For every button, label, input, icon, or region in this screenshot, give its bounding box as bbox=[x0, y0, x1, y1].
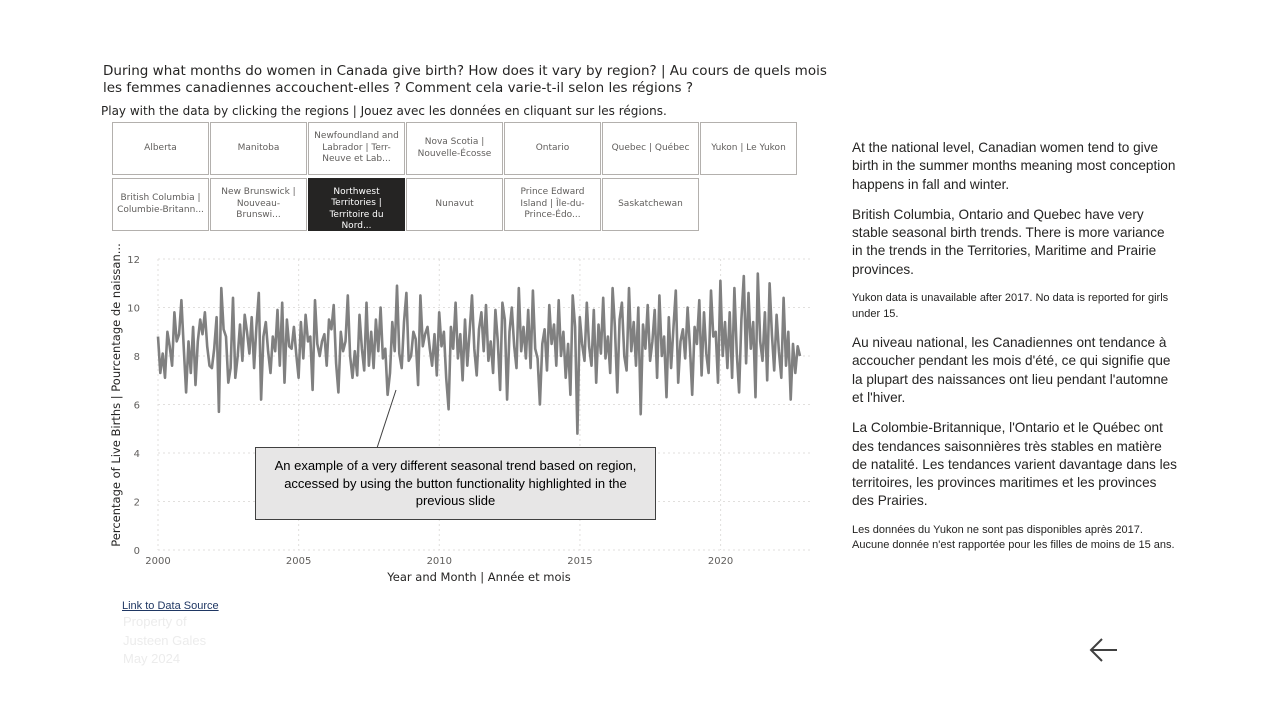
commentary-paragraph: At the national level, Canadian women tend to give birth in the summer months meaning most conception happens in fall and winter. bbox=[852, 140, 1176, 192]
commentary-note: Yukon data is unavailable after 2017. No data is reported for girls under 15. bbox=[852, 292, 1169, 320]
data-source-link[interactable]: Link to Data Source bbox=[122, 600, 219, 612]
annotation-callout bbox=[255, 447, 656, 520]
slicer-button-nunavut[interactable] bbox=[406, 178, 503, 231]
callout-text: An example of a very different seasonal trend based on region, accessed by using the button functionality highlighted in the previous slide bbox=[274, 458, 637, 509]
slicer-button-british-columbia[interactable] bbox=[112, 178, 209, 231]
left-arrow-icon[interactable] bbox=[1088, 634, 1120, 666]
slicer-button-pei[interactable] bbox=[504, 178, 601, 231]
slicer-button-manitoba[interactable] bbox=[210, 122, 307, 175]
y-tick-label: 10 bbox=[127, 303, 140, 315]
slicer-button-label: Prince Edward Island | Île-du-Prince-Édo... bbox=[520, 187, 585, 221]
slicer-button-label: Nunavut bbox=[435, 198, 474, 209]
x-tick-label: 2015 bbox=[567, 556, 593, 567]
slicer-button-saskatchewan[interactable] bbox=[602, 178, 699, 231]
callout-pointer bbox=[377, 390, 396, 448]
slicer-button-northwest-territories[interactable] bbox=[308, 178, 405, 231]
slicer-button-quebec[interactable] bbox=[602, 122, 699, 175]
slicer-button-yukon[interactable] bbox=[700, 122, 797, 175]
slicer-button-newfoundland[interactable] bbox=[308, 122, 405, 175]
y-tick-label: 4 bbox=[133, 449, 140, 460]
page-subtitle: Play with the data by clicking the regions | Jouez avec les données en cliquant sur les régions. bbox=[101, 104, 667, 118]
y-tick-label: 12 bbox=[127, 255, 140, 266]
watermark bbox=[123, 613, 206, 669]
slicer-button-label: New Brunswick | Nouveau-Brunswi... bbox=[221, 187, 296, 221]
commentary-panel bbox=[852, 139, 1178, 566]
slicer-button-label: Saskatchewan bbox=[618, 198, 683, 209]
x-tick-label: 2000 bbox=[145, 556, 171, 567]
y-tick-label: 8 bbox=[133, 352, 140, 363]
slicer-button-label: Northwest Territories | Territoire du Nord... bbox=[329, 186, 384, 231]
slicer-button-label: Yukon | Le Yukon bbox=[711, 142, 786, 153]
x-tick-label: 2010 bbox=[426, 556, 453, 567]
commentary-paragraph: British Columbia, Ontario and Quebec have very stable seasonal birth trends. There is more variance in the trends in the Territories, Maritime and Prairie provinces. bbox=[852, 206, 1165, 277]
slicer-button-label: Nova Scotia | Nouvelle-Écosse bbox=[417, 137, 492, 159]
slicer-button-alberta[interactable] bbox=[112, 122, 209, 175]
commentary-note: Les données du Yukon ne sont pas disponibles après 2017. Aucune donnée n'est rapportée pour les filles de moins de 15 ans. bbox=[852, 523, 1175, 552]
slicer-button-label: Newfoundland and Labrador | Terr-Neuve et Lab... bbox=[314, 131, 399, 165]
series-line-northwest-territories[interactable] bbox=[158, 274, 800, 434]
commentary-paragraph: Au niveau national, les Canadiennes ont tendance à accoucher pendant les mois d'été, ce qui signifie que la plupart des naissances ont lieu pendant l'automne et l'hiver. bbox=[852, 335, 1171, 405]
births-line-chart[interactable] bbox=[100, 245, 820, 590]
y-axis-title: Percentage of Live Births | Pourcentage de naissan... bbox=[109, 243, 123, 547]
watermark-line: May 2024 bbox=[123, 651, 181, 666]
page-title: During what months do women in Canada give birth? How does it vary by region? | Au cours de quels mois les femmes canadiennes accouchent-elles ? Comment cela varie-t-il selon les régions ? bbox=[103, 63, 827, 96]
slicer-button-new-brunswick[interactable] bbox=[210, 178, 307, 231]
y-tick-label: 2 bbox=[133, 497, 140, 509]
slicer-button-label: Ontario bbox=[535, 142, 570, 153]
y-tick-label: 6 bbox=[133, 400, 140, 412]
slicer-button-label: Manitoba bbox=[237, 142, 280, 153]
watermark-line: Justeen Gales bbox=[123, 632, 207, 648]
y-tick-label: 0 bbox=[133, 546, 140, 557]
x-axis-title: Year and Month | Année et mois bbox=[387, 570, 571, 584]
slicer-button-label: Quebec | Québec bbox=[611, 142, 690, 153]
x-tick-label: 2020 bbox=[707, 556, 734, 567]
slicer-button-nova-scotia[interactable] bbox=[406, 122, 503, 175]
slicer-button-label: British Columbia | Columbie-Britann... bbox=[117, 193, 204, 215]
x-tick-label: 2005 bbox=[285, 556, 312, 567]
commentary-paragraph: La Colombie-Britannique, l'Ontario et le Québec ont des tendances saisonnières très stables en matière de natalité. Les tendances varient davantage dans les territoires, les provinces maritimes et les provinces des Prairies. bbox=[852, 420, 1177, 509]
watermark-line: Property of bbox=[123, 614, 187, 629]
slicer-button-label: Alberta bbox=[144, 142, 177, 153]
slicer-button-ontario[interactable] bbox=[504, 122, 601, 175]
